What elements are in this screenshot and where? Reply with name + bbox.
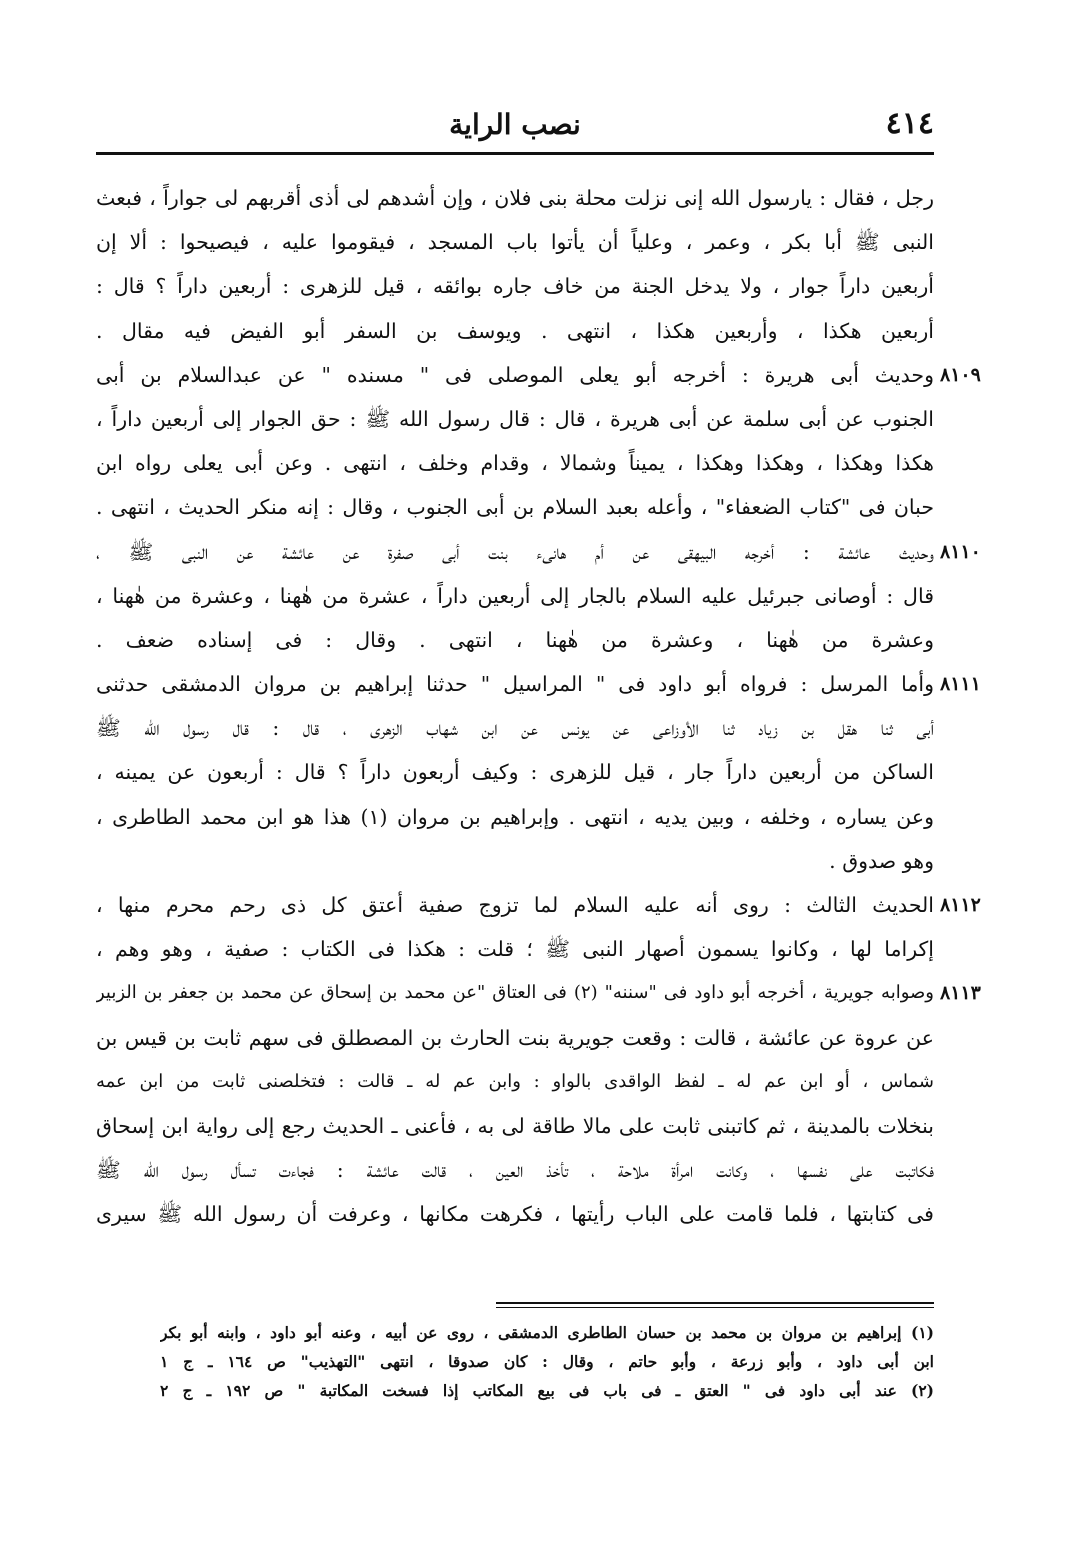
text-line: أربعين هكذا ، وأربعين هكذا ، انتهى . ويوسف بن السفر أبو الفيض فيه مقال . xyxy=(96,318,934,343)
text-line: وحديث أبى هريرة : أخرجه أبو يعلى الموصلى فى " مسنده " عن عبدالسلام بن أبى xyxy=(96,362,934,387)
hadith-entry xyxy=(96,883,981,971)
entry-number: ٨١١٣ xyxy=(940,982,981,1005)
footnote-line: (٢) عند أبى داود فى " العتق ـ فى باب فى بيع المكاتب إذا فسخت المكاتبة " ص ١٩٢ ـ ج ٢ xyxy=(160,1381,934,1400)
text-line: وعن يساره ، وخلفه ، وبين يديه ، انتهى . وإبراهيم بن مروان (١) هذا هو ابن محمد الطاطرى ، xyxy=(96,804,934,829)
entry-number: ٨١١١ xyxy=(940,673,981,696)
text-line: الساكن من أربعين داراً جار ، قيل للزهرى : وكيف أربعون داراً ؟ قال : أربعون عن يمينه ، xyxy=(96,760,934,785)
entry-number: ٨١٠٩ xyxy=(940,363,981,386)
text-line: فى كتابتها ، فلما قامت على الباب رأيتها ، فكرهت مكانها ، وعرفت أن رسول الله ﷺ سيرى xyxy=(96,1202,934,1227)
text-line: عن عروة عن عائشة ، قالت : وقعت جويرية بنت الحارث بن المصطلق فى سهم ثابت بن قيس بن xyxy=(96,1025,934,1050)
text-line: رجل ، فقال : يارسول الله إنى نزلت محلة بنى فلان ، وإن أشدهم لى أذى أقربهم لى جواراً ، فبعث xyxy=(96,186,934,210)
text-line: حبان فى "كتاب الضعفاء" ، وأعله بعبد السلام بن أبى الجنوب ، وقال : إنه منكر الحديث ، انتهى . xyxy=(96,495,934,520)
hadith-entry xyxy=(96,530,981,663)
hadith-entry xyxy=(96,353,981,530)
text-line: فكاتبت على نفسها ، وكانت امرأة ملاحة ، تأخذ العين ، قالت عائشة : فجاءت تسأل رسول الله ﷺ xyxy=(96,1158,934,1183)
text-line: وهو صدوق . xyxy=(829,848,934,873)
text-line: الجنوب عن أبى سلمة عن أبى هريرة ، قال : قال رسول الله ﷺ : حق الجوار إلى أربعين داراً ، xyxy=(96,406,934,431)
header-rule xyxy=(96,152,934,155)
main-text xyxy=(96,176,981,1237)
page-header xyxy=(96,104,934,148)
text-line: النبى ﷺ أبا بكر ، وعمر ، وعلياً أن يأتوا باب المسجد ، فيقوموا عليه ، فيصيحوا : ألا إن xyxy=(96,230,934,255)
footnotes xyxy=(160,1318,934,1405)
entry-number: ٨١١٠ xyxy=(940,540,981,563)
entry-number: ٨١١٢ xyxy=(940,894,981,916)
footnote-line: ابن أبى داود ، وأبو زرعة ، وأبو حاتم ، وقال : كان صدوقا ، انتهى "التهذيب" ص ١٦٤ ـ ج ١ xyxy=(160,1352,934,1371)
text-line: هكذا وهكذا ، وهكذا وهكذا ، يميناً وشمالا ، وقدام وخلف ، انتهى . وعن أبى يعلى رواه ابن xyxy=(96,451,934,476)
text-line: وأما المرسل : فرواه أبو داود فى " المراسيل " حدثنا إبراهيم بن مروان الدمشقى حدثنى xyxy=(96,672,934,697)
text-line: شماس ، أو ابن عم له ـ لفظ الواقدى بالواو : وابن عم له ـ قالت : فتخلصنى ثابت من ابن عمه xyxy=(96,1070,934,1092)
footnote-line: (١) إبراهيم بن مروان بن محمد بن حسان الطاطرى الدمشقى ، روى عن أبيه ، وعنه أبو داود ، وابنه أبو بكر xyxy=(160,1323,934,1342)
text-line: إكراما لها ، وكانوا يسمون أصهار النبى ﷺ ؛ قلت : هكذا فى الكتاب : صفية ، وهو وهم ، xyxy=(96,937,934,962)
text-line: أبى ثنا هقل بن زياد ثنا الأوزاعى عن يونس عن ابن شهاب الزهرى ، قال : قال رسول الله ﷺ xyxy=(96,716,934,741)
footnote-separator xyxy=(496,1307,934,1308)
text-line: قال : أوصانى جبرئيل عليه السلام بالجار إلى أربعين داراً ، عشرة من هٰهنا ، وعشرة من هٰهنا ، xyxy=(96,583,934,608)
text-line: وحديث عائشة : أخرجه البيهقى عن أم هانىء بنت أبى صفرة عن عائشة عن النبى ﷺ ، xyxy=(96,539,934,564)
footnote-separator xyxy=(496,1302,934,1304)
running-title: نصب الراية xyxy=(449,108,581,141)
text-line: بنخلات بالمدينة ، ثم كاتبنى ثابت على مالا طاقة لى به ، فأعنى ـ الحديث رجع إلى رواية ابن إسحاق xyxy=(96,1113,934,1138)
hadith-entry xyxy=(96,662,981,883)
text-line: وصوابه جويرية ، أخرجه أبو داود فى "سننه" (٢) فى العتاق "عن محمد بن إسحاق عن محمد بن جعفر بن الزبير xyxy=(96,982,934,1004)
text-line: الحديث الثالث : روى أنه عليه السلام لما تزوج صفية أعتق كل ذى رحم محرم منها ، xyxy=(96,893,934,917)
text-line: وعشرة من هٰهنا ، وعشرة من هٰهنا ، انتهى . وقال : فى إسناده ضعف . xyxy=(96,627,934,652)
page-number: ٤١٤ xyxy=(885,106,934,141)
hadith-entry xyxy=(96,971,981,1236)
text-line: أربعين داراً جوار ، ولا يدخل الجنة من خاف جاره بوائقه ، قيل للزهرى : أربعين داراً ؟ قال : xyxy=(96,274,934,299)
